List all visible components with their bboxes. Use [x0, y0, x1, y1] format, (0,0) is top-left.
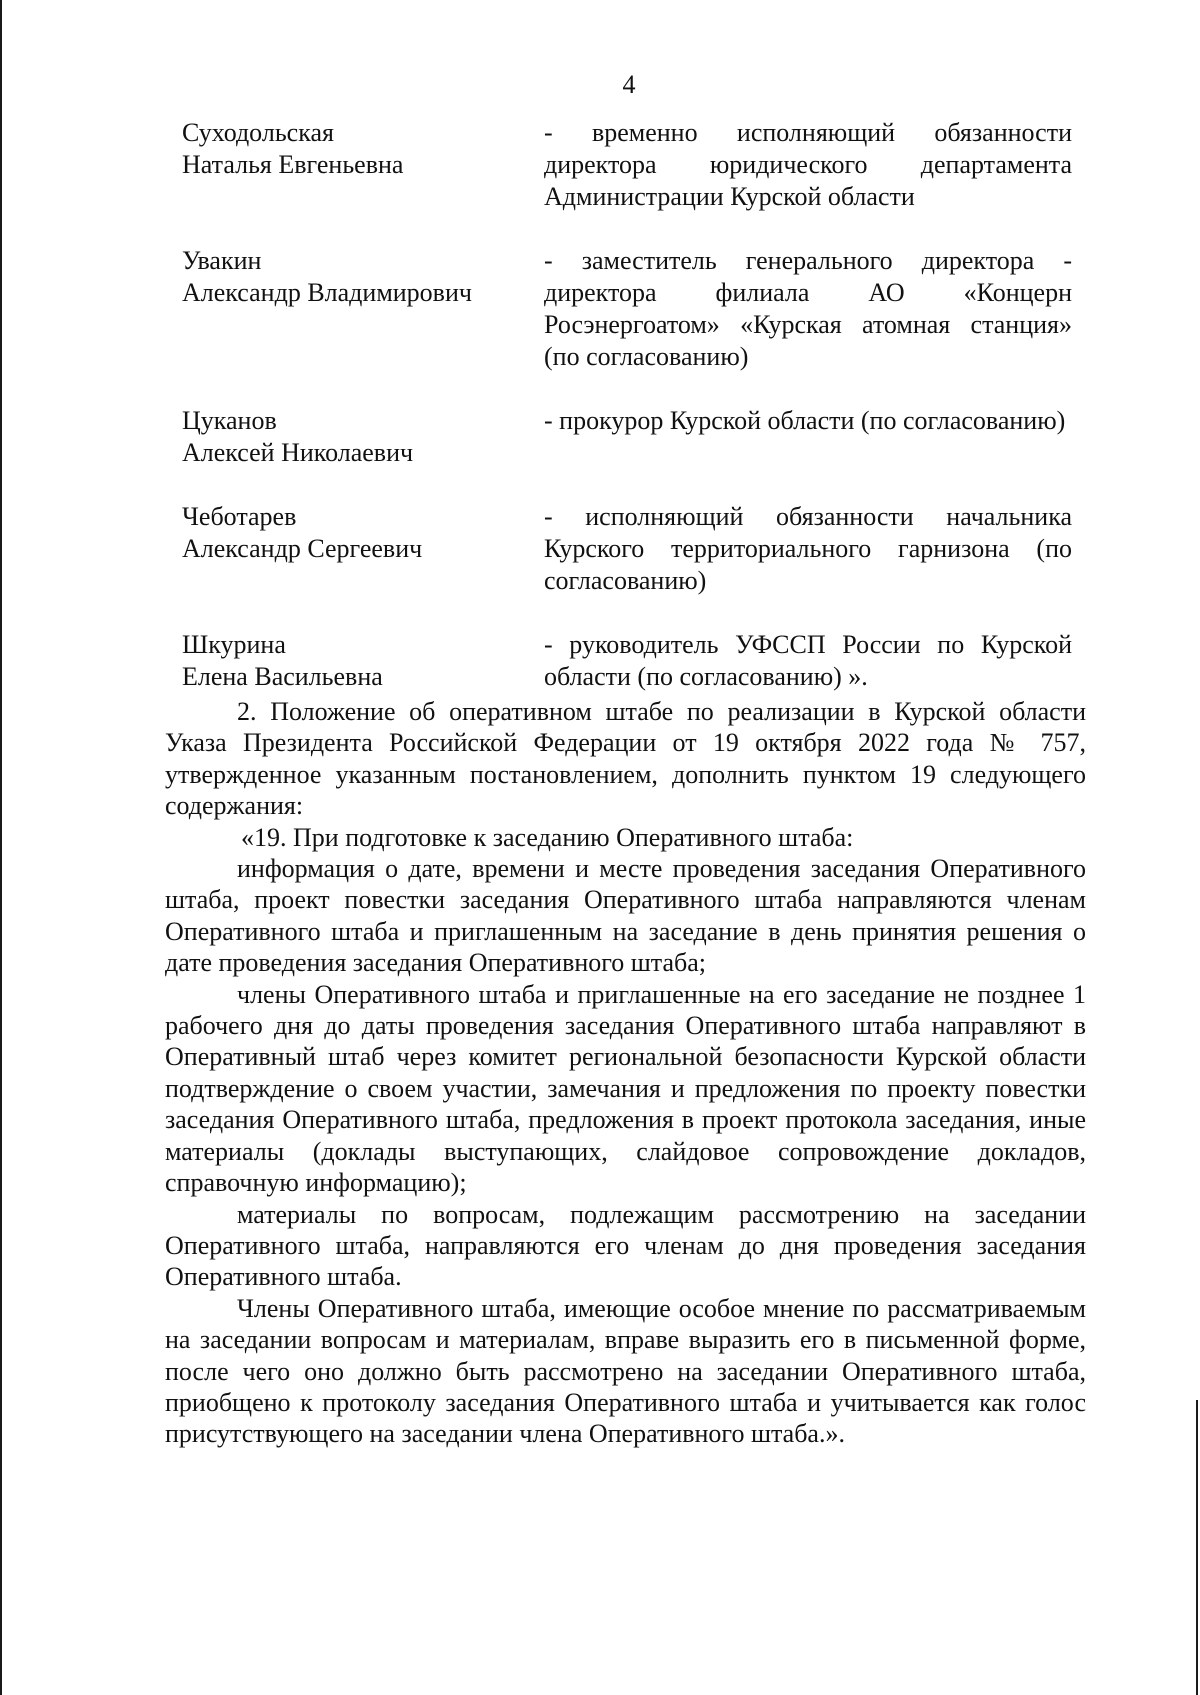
member-surname: Шкурина: [182, 630, 286, 659]
member-name: [182, 501, 544, 597]
members-list: [182, 117, 1072, 725]
member-name: [182, 245, 544, 373]
member-entry: [182, 501, 1072, 597]
member-entry: [182, 245, 1072, 373]
page-number: 4: [622, 70, 636, 99]
member-surname: Чеботарев: [182, 502, 297, 531]
member-role: - заместитель генерального директора - директора филиала АО «Концерн Росэнергоатом» «Курская атомная станция» (по согласованию): [544, 246, 1072, 371]
member-entry: [182, 117, 1072, 213]
member-given-names: Алексей Николаевич: [182, 438, 414, 467]
member-given-names: Александр Владимирович: [182, 278, 472, 307]
member-name: [182, 629, 544, 693]
scan-edge-left: [0, 0, 2, 1695]
member-surname: Цуканов: [182, 406, 277, 435]
member-role: - временно исполняющий обязанности директора юридического департамента Администрации Курской области: [544, 118, 1072, 211]
scan-edge-right: [1196, 1400, 1198, 1695]
paragraph: материалы по вопросам, подлежащим рассмотрению на заседании Оперативного штаба, направляются его членам до дня проведения заседания Оперативного штаба.: [165, 1199, 1086, 1292]
member-given-names: Елена Васильевна: [182, 662, 383, 691]
paragraph: Члены Оперативного штаба, имеющие особое мнение по рассматриваемым на заседании вопросам и материалам, вправе выразить его в письменной форме, после чего оно должно быть рассмотрено на заседании Оперативного штаба, приобщено к протоколу заседания Оперативного штаба и учитывается как голос присутствующего на заседании члена Оперативного штаба.».: [165, 1293, 1086, 1449]
member-entry: [182, 629, 1072, 693]
member-entry: [182, 405, 1072, 469]
paragraph: «19. При подготовке к заседанию Оперативного штаба:: [241, 822, 854, 852]
paragraph: информация о дате, времени и месте проведения заседания Оперативного штаба, проект повестки заседания Оперативного штаба направляются членам Оперативного штаба и приглашенным на заседание в день принятия решения о дате проведения заседания Оперативного штаба;: [165, 854, 1086, 978]
member-name: [182, 405, 544, 469]
document-body: [165, 696, 1086, 1450]
member-role: - руководитель УФССП России по Курской области (по согласованию) ».: [544, 630, 1072, 691]
member-given-names: Александр Сергеевич: [182, 534, 423, 563]
member-role: - прокурор Курской области (по согласованию): [544, 406, 1066, 435]
paragraph: 2. Положение об оперативном штабе по реализации в Курской области Указа Президента Российской Федерации от 19 октября 2022 года № 757, утвержденное указанным постановлением, дополнить пунктом 19 следующего содержания:: [165, 697, 1086, 821]
paragraph: члены Оперативного штаба и приглашенные на его заседание не позднее 1 рабочего дня до даты проведения заседания Оперативного штаба направляют в Оперативный штаб через комитет региональной безопасности Курской области подтверждение о своем участии, замечания и предложения по проекту повестки заседания Оперативного штаба, предложения в проект протокола заседания, иные материалы (доклады выступающих, слайдовое сопровождение докладов, справочную информацию);: [165, 979, 1086, 1198]
member-surname: Увакин: [182, 246, 262, 275]
member-surname: Суходольская: [182, 118, 334, 147]
member-role: - исполняющий обязанности начальника Курского территориального гарнизона (по согласованию): [544, 502, 1072, 595]
member-given-names: Наталья Евгеньевна: [182, 150, 404, 179]
member-name: [182, 117, 544, 213]
